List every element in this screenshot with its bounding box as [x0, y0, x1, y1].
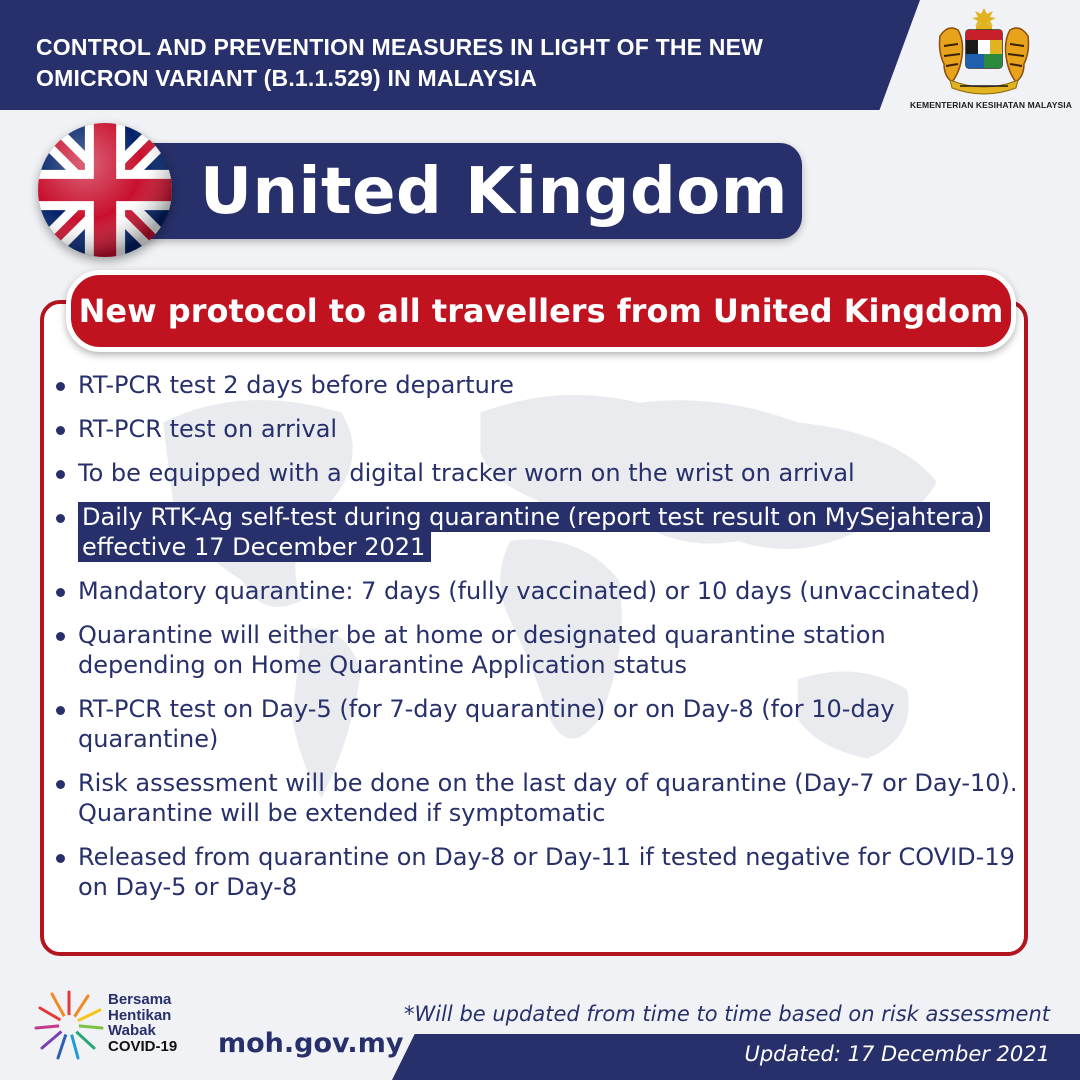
list-item-text: Daily RTK-Ag self-test during quarantine (report test result on MySejahtera) effective 17 December 2021 — [78, 502, 990, 562]
list-item-text: RT-PCR test 2 days before departure — [78, 371, 514, 399]
list-item-text: Quarantine will either be at home or designated quarantine station depending on Home Quarantine Application status — [78, 621, 886, 679]
list-item — [54, 620, 1018, 680]
list-item — [54, 458, 1018, 488]
bullet-icon — [56, 588, 65, 597]
bullet-icon — [56, 706, 65, 715]
list-item — [54, 414, 1018, 444]
list-item-highlighted — [54, 502, 1018, 562]
list-item-text: Released from quarantine on Day-8 or Day-11 if tested negative for COVID-19 on Day-5 or Day-8 — [78, 843, 1015, 901]
list-item — [54, 694, 1018, 754]
ministry-name: KEMENTERIAN KESIHATAN MALAYSIA — [910, 100, 1072, 110]
bullet-icon — [56, 632, 65, 641]
list-item — [54, 576, 1018, 606]
campaign-word-2: Hentikan — [108, 1006, 172, 1024]
list-item-text: Risk assessment will be done on the last day of quarantine (Day-7 or Day-10). Quarantine will be extended if symptomatic — [78, 769, 1018, 827]
bullet-icon — [56, 470, 65, 479]
list-item — [54, 842, 1018, 902]
footnote: *Will be updated from time to time based on risk assessment — [404, 1002, 1050, 1026]
header-title-line1: CONTROL AND PREVENTION MEASURES IN LIGHT OF THE NEW — [36, 34, 764, 60]
list-item-text: Mandatory quarantine: 7 days (fully vaccinated) or 10 days (unvaccinated) — [78, 577, 980, 605]
protocol-title: New protocol to all travellers from United Kingdom — [78, 292, 1004, 330]
list-item-text: RT-PCR test on Day-5 (for 7-day quarantine) or on Day-8 (for 10-day quarantine) — [78, 695, 895, 753]
protocol-list — [54, 370, 1018, 916]
country-name: United Kingdom — [200, 155, 788, 229]
campaign-logo-icon — [32, 988, 106, 1062]
bullet-icon — [56, 426, 65, 435]
malaysia-coat-of-arms-icon — [930, 6, 1038, 98]
campaign-word-3: Wabak — [108, 1022, 156, 1039]
bullet-icon — [56, 514, 65, 523]
list-item-text: RT-PCR test on arrival — [78, 415, 338, 443]
bullet-icon — [56, 382, 65, 391]
updated-date: Updated: 17 December 2021 — [744, 1042, 1050, 1066]
list-item-text: To be equipped with a digital tracker worn on the wrist on arrival — [78, 459, 855, 487]
campaign-logo-text — [108, 992, 218, 1054]
bullet-icon — [56, 780, 65, 789]
union-jack-flag-icon — [38, 123, 172, 257]
campaign-word-4: COVID-19 — [108, 1037, 178, 1055]
list-item — [54, 370, 1018, 400]
campaign-word-1: Bersama — [108, 991, 172, 1008]
header-title — [36, 32, 856, 94]
list-item — [54, 768, 1018, 828]
header-title-line2: OMICRON VARIANT (B.1.1.529) IN MALAYSIA — [36, 65, 538, 91]
bullet-icon — [56, 854, 65, 863]
website-link[interactable]: moh.gov.my — [218, 1028, 404, 1059]
